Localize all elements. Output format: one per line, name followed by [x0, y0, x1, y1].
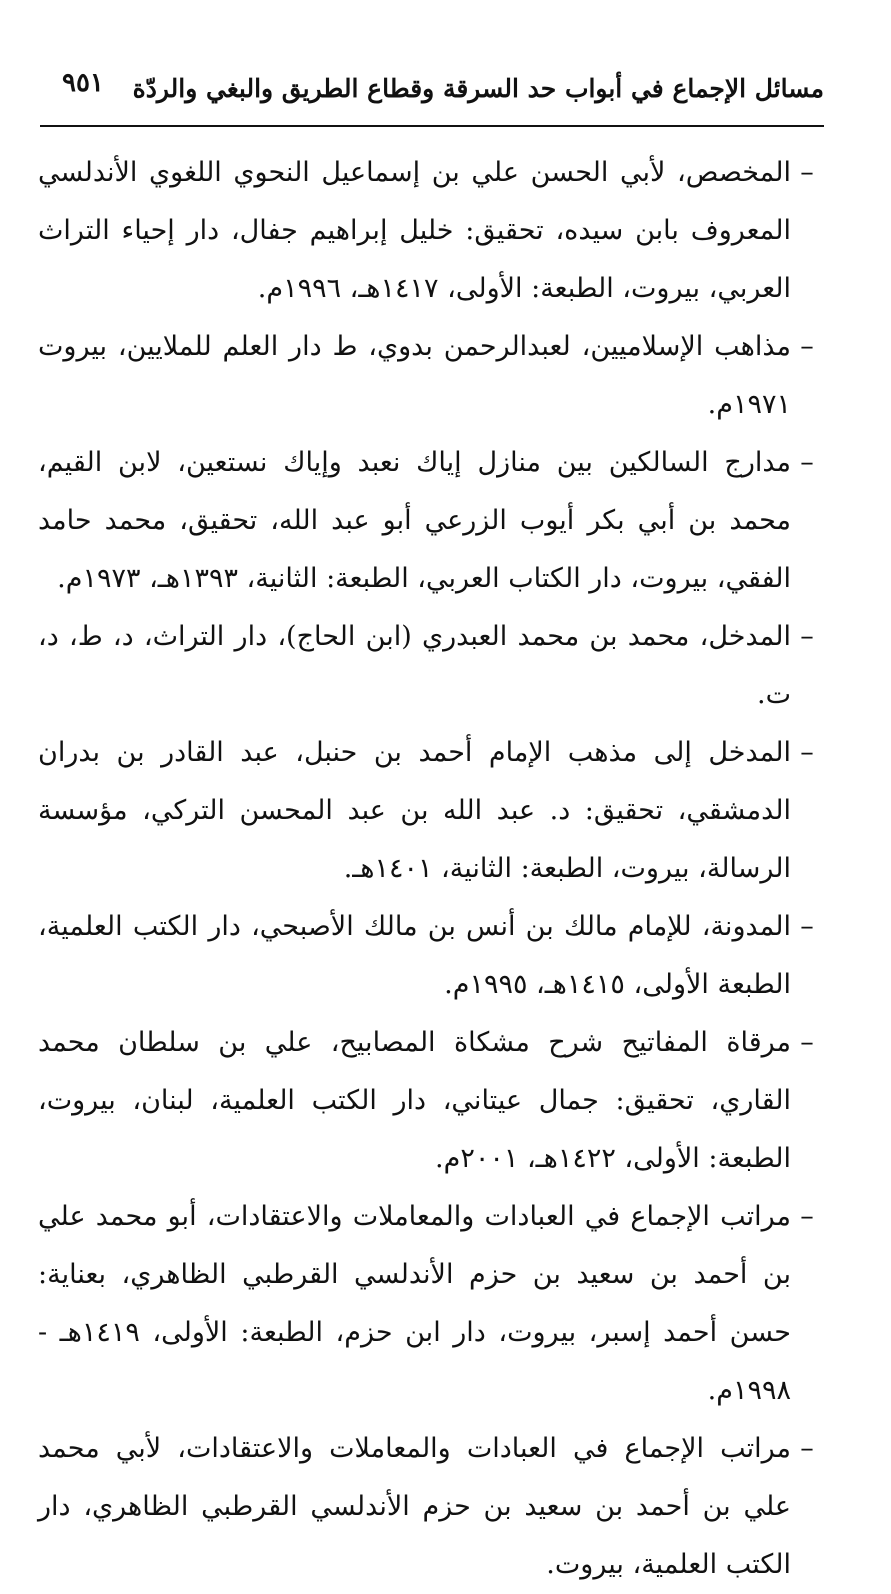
entry-dash: – [800, 1201, 814, 1232]
bibliography-entry [38, 1188, 823, 1420]
entry-dash: – [800, 911, 814, 942]
entry-text: المدخل إلى مذهب الإمام أحمد بن حنبل، عبد القادر بن بدران الدمشقي، تحقيق: د. عبد الله بن عبد المحسن التركي، مؤسسة الرسالة، بيروت، الطبعة: الثانية، ١٤٠١هـ. [38, 737, 791, 884]
page-number: ٩٥١ [62, 68, 104, 98]
entry-text: مدارج السالكين بين منازل إياك نعبد وإياك نستعين، لابن القيم، محمد بن أبي بكر أيوب الزرعي أبو عبد الله، تحقيق، محمد حامد الفقي، بيروت، دار الكتاب العربي، الطبعة: الثانية، ١٣٩٣هـ، ١٩٧٣م. [38, 447, 791, 594]
bibliography-entry [38, 1014, 823, 1188]
entry-text: مرقاة المفاتيح شرح مشكاة المصابيح، علي بن سلطان محمد القاري، تحقيق: جمال عيتاني، دار الكتب العلمية، لبنان، بيروت، الطبعة: الأولى، ١٤٢٢هـ، ٢٠٠١م. [38, 1027, 791, 1174]
entry-dash: – [800, 331, 814, 362]
bibliography-entry [38, 318, 823, 434]
entry-dash: – [800, 737, 814, 768]
entry-text: مذاهب الإسلاميين، لعبدالرحمن بدوي، ط دار العلم للملايين، بيروت ١٩٧١م. [38, 331, 791, 420]
bibliography-entry [38, 434, 823, 608]
bibliography-list [38, 144, 823, 1594]
entry-text: المدخل، محمد بن محمد العبدري (ابن الحاج)، دار التراث، د، ط، د، ت. [38, 621, 791, 710]
bibliography-entry [38, 724, 823, 898]
entry-dash: – [800, 157, 814, 188]
entry-text: المخصص، لأبي الحسن علي بن إسماعيل النحوي اللغوي الأندلسي المعروف بابن سيده، تحقيق: خليل إبراهيم جفال، دار إحياء التراث العربي، بيروت، الطبعة: الأولى، ١٤١٧هـ، ١٩٩٦م. [38, 157, 791, 304]
entry-text: مراتب الإجماع في العبادات والمعاملات والاعتقادات، لأبي محمد علي بن أحمد بن سعيد بن حزم الأندلسي القرطبي الظاهري، دار الكتب العلمية، بيروت. [38, 1433, 791, 1580]
header-rule [40, 125, 824, 127]
bibliography-entry [38, 608, 823, 724]
bibliography-entry [38, 144, 823, 318]
entry-dash: – [800, 621, 814, 652]
entry-text: المدونة، للإمام مالك بن أنس بن مالك الأصبحي، دار الكتب العلمية، الطبعة الأولى، ١٤١٥هـ، ١٩٩٥م. [38, 911, 791, 1000]
running-title: مسائل الإجماع في أبواب حد السرقة وقطاع الطريق والبغي والردّة [132, 74, 824, 103]
entry-dash: – [800, 1433, 814, 1464]
page-header [44, 64, 824, 116]
entry-dash: – [800, 447, 814, 478]
bibliography-entry [38, 898, 823, 1014]
bibliography-entry [38, 1420, 823, 1594]
entry-text: مراتب الإجماع في العبادات والمعاملات والاعتقادات، أبو محمد علي بن أحمد بن سعيد بن حزم الأندلسي القرطبي الظاهري، بعناية: حسن أحمد إسبر، بيروت، دار ابن حزم، الطبعة: الأولى، ١٤١٩هـ - ١٩٩٨م. [38, 1201, 791, 1406]
entry-dash: – [800, 1027, 814, 1058]
